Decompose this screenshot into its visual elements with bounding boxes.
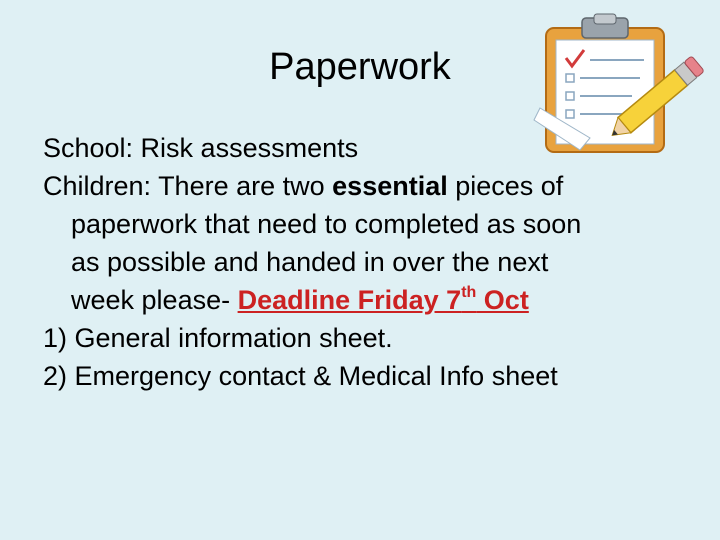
school-line: School: Risk assessments — [43, 133, 359, 163]
deadline-suffix: th — [461, 284, 477, 301]
slide-title: Paperwork — [269, 46, 451, 88]
slide-body — [43, 129, 703, 395]
essential-emphasis: essential — [332, 171, 448, 201]
week-please-text: week please- — [71, 285, 238, 315]
deadline-month: Oct — [476, 285, 529, 315]
children-line — [43, 167, 703, 205]
deadline-date: Deadline Friday 7 — [237, 285, 462, 315]
children-text-b: pieces of — [447, 171, 564, 201]
deadline-text — [238, 285, 529, 315]
children-text-a: Children: There are two — [43, 171, 333, 201]
paperwork-line: paperwork that need to completed as soon — [71, 209, 582, 239]
list-item-general-info: 1) General information sheet. — [43, 323, 393, 353]
possible-line: as possible and handed in over the next — [71, 247, 549, 277]
deadline-line — [43, 281, 703, 319]
list-item-emergency-contact: 2) Emergency contact & Medical Info sheet — [43, 361, 558, 391]
